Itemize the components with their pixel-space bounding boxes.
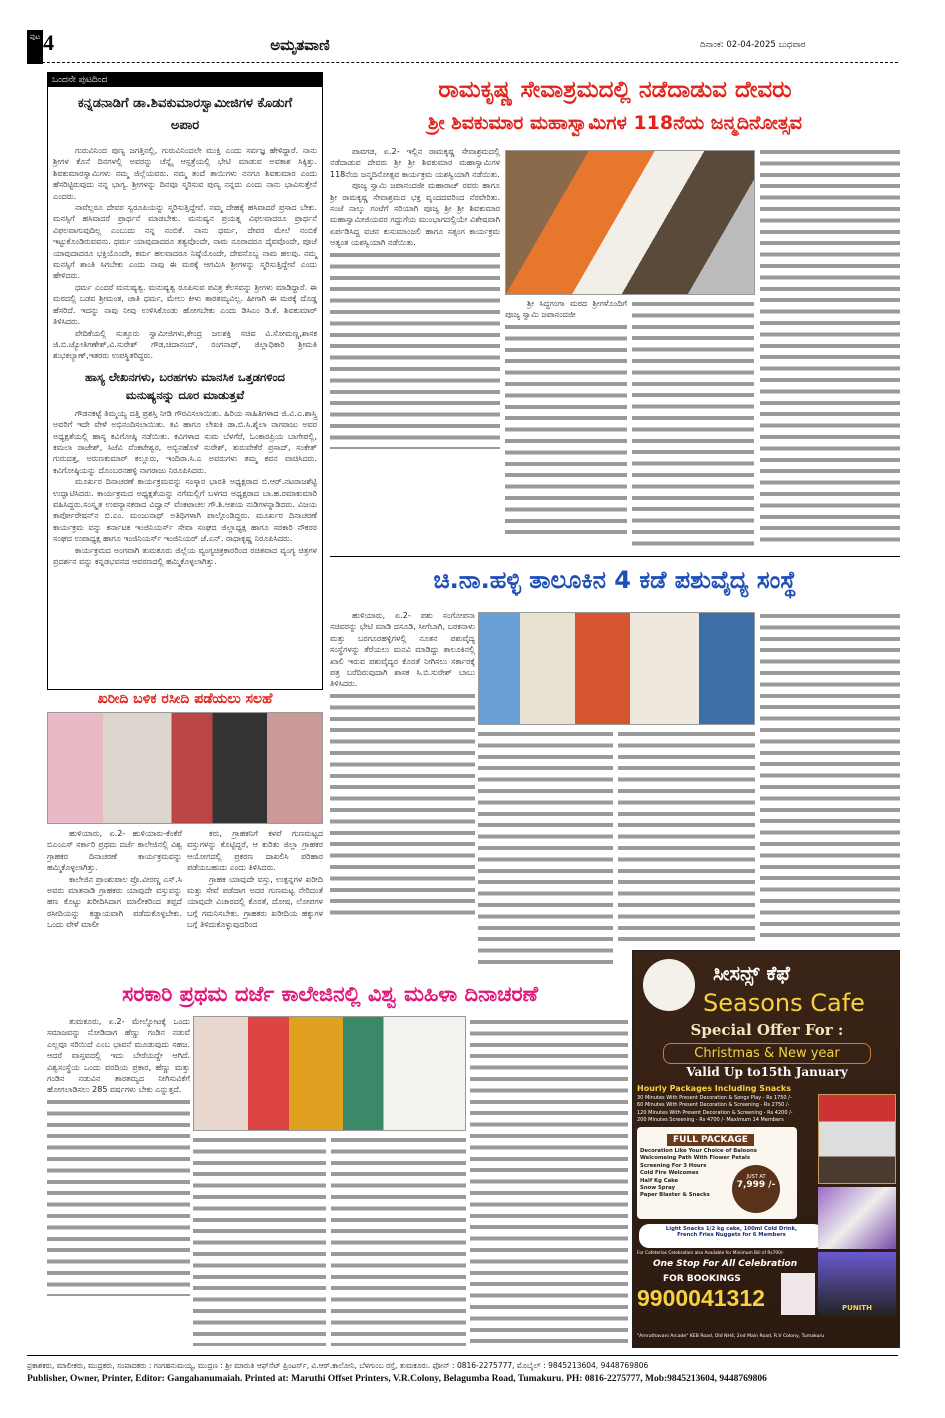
header-divider bbox=[27, 62, 898, 63]
continued-article bbox=[47, 72, 323, 690]
article-subtitle: ಹಾಸ್ಯ ಲೇಖನಗಳು, ಬರಹಗಳು ಮಾನಸಿಕ ಒತ್ತಡಗಳಿಂದ ಮನುಷ್ಯನನ್ನು ದೂರ ಮಾಡುತ್ತವೆ bbox=[85, 369, 285, 402]
qr-code bbox=[781, 1273, 815, 1315]
ramakrishna-headline: ರಾಮಕೃಷ್ಣ ಸೇವಾಶ್ರಮದಲ್ಲಿ ನಡೆದಾಡುವ ದೇವರು bbox=[438, 77, 792, 103]
vet-col-1: ಹುಳಿಯಾರು, ಏ.2- ಪಶು ಸಂಗೋಪನಾ ಸಚಿವರನ್ನು ಭೇಟಿ ಮಾಡಿ ದಸೂಡಿ, ಸೀಗೆಬಾಗಿ, ಬರಕನಾಳು ಮತ್ತು ಬರಗೂರಹಳ್ಳಿಗಳಲ್ಲಿ ನೂತನ ಪಶುವೈದ್ಯ ಸಂಸ್ಥೆಗಳನ್ನು ತೆರೆಯಲು ಮನವಿ ಮಾಡಿದ್ದು ತಾಲೂಕಿನಲ್ಲಿ ಖಾಲಿ ಇರುವ ಪಶುವೈದ್ಯರ ಕೊರತೆ ನೀಗಿಸಲು ಸರ್ಕಾರಕ್ಕೆ ಪತ್ರ ಬರೆದಿರುವುದಾಗಿ ಶಾಸಕ ಸಿ.ಬಿ.ಸುರೇಶ್ ಬಾಬು ತಿಳಿಸಿದರು. bbox=[330, 610, 475, 965]
brand-kannada: ಸೀಸನ್ಸ್ ಕೆಫೆ bbox=[713, 961, 790, 985]
packages-heading: Hourly Packages Including Snacks bbox=[637, 1084, 791, 1093]
punith-photo: PUNITH bbox=[818, 1252, 896, 1316]
college-col-1: ತುಮಕೂರು, ಏ.2- ಮೇಲ್ನೋಟಕ್ಕೆ ಒಂದು ಸಮಾಜವನ್ನು ನೋಡಿದಾಗ ಹೆಣ್ಣು ಗಂಡಿನ ನಡುವೆ ಎಲ್ಲವೂ ಸರಿಯಿದೆ ಎಂಬ ಭಾವನೆ ಮೂಡುವುದು ಸಹಜ. ಆದರೆ ವಾಸ್ತವದಲ್ಲಿ ಇದು ಬೇರೆಯದ್ದೇ ಆಗಿದೆ. ವಿಶ್ವಸಂಸ್ಥೆಯ ಒಂದು ವರದಿಯ ಪ್ರಕಾರ, ಹೆಣ್ಣು ಮತ್ತು ಗಂಡಿನ ನಡುವಿನ ತಾರತಮ್ಯದ ನೀಗಿಸುವಿಕೆಗೆ ಹೋಗಲಾಡಿಸಲು 285 ವರ್ಷಗಳು ಬೇಕು ಎನ್ನುತ್ತದೆ. bbox=[47, 1016, 190, 1346]
vet-inauguration-photo bbox=[478, 612, 755, 725]
college-headline: ಸರಕಾರಿ ಪ್ರಥಮ ದರ್ಜೆ ಕಾಲೇಜಿನಲ್ಲಿ ವಿಶ್ವ ಮಹಿಳಾ ದಿನಾಚರಣೆ bbox=[122, 982, 538, 1006]
college-col-2 bbox=[193, 1134, 326, 1346]
page-number-badge: ಪುಟ 4 bbox=[27, 30, 43, 64]
seasons-cafe-ad bbox=[632, 950, 900, 1348]
ramakrishna-col-3 bbox=[632, 298, 754, 546]
validity: Valid Up to15th January bbox=[686, 1065, 848, 1079]
issue-date: ದಿನಾಂಕ: 02-04-2025 ಬುಧವಾರ bbox=[700, 40, 806, 50]
price-seal: JUST AT 7,999 /- bbox=[732, 1165, 780, 1213]
article-body: ಗುರುವಿನಿಂದ ಪುಣ್ಯ ಜಗತ್ತಿನಲ್ಲಿ, ಗುರುವಿನಿಂದಲೇ ಮುಕ್ತಿ ಎಂದು ಸರ್ವಜ್ಞ ಹೇಳಿದ್ದಾರೆ. ನಾನು ಶ್ರೀಗಳ ಕೊನೆ ದಿನಗಳಲ್ಲಿ ಅವರನ್ನು ಚೆನ್ನೈ ಆಸ್ಪತ್ರೆಯಲ್ಲಿ ಭೇಟಿ ಮಾಡುವ ಅವಕಾಶ ಸಿಕ್ಕಿತ್ತು. ಶಿವಕುಮಾರಸ್ವಾಮಿಗಳು ನಮ್ಮ ಜಿಲ್ಲೆಯವರು. ನಮ್ಮ ತಂದೆ ತಾಯಿಗಳು ನನಗೂ ಶಿವಕುಮಾರ ಎಂದು ಹೆಸರಿಟ್ಟಿರುವುದು ನನ್ನ ಭಾಗ್ಯ. ಶ್ರೀಗಳನ್ನು ದಿನವೂ ಸ್ಮರಿಸುವ ಪುಣ್ಯ ನನ್ನದು ಎಂದು ನಾನು ಭಾವಿಸುತ್ತೇನೆ ಎಂದರು. ನಾವೆಲ್ಲರೂ ದೇವರ ಸ್ವರೂಪಿಯನ್ನು ಸ್ಮರಿಸುತ್ತಿದ್ದೇವೆ. ನಮ್ಮ ದೇಹಕ್ಕೆ ಹಸಿವಾದರೆ ಪ್ರಸಾದ ಬೇಕು. ಮನಸ್ಸಿಗೆ ಹಸಿವಾದರೆ ಪ್ರಾರ್ಥನೆ ಮಾಡಬೇಕು. ಮನುಷ್ಯನ ಪ್ರಯತ್ನ ವಿಫಲವಾದರೂ ಪ್ರಾರ್ಥನೆ ವಿಫಲವಾಗುವುದಿಲ್ಲ ಎಂಬುದು ನನ್ನ ನಂಬಿಕೆ. ನಾನು ಧರ್ಮ, ದೇವರ ಮೇಲೆ ನಂಬಿಕೆ ಇಟ್ಟುಕೊಂಡಿರುವವನು. ಧರ್ಮ ಯಾವುದಾದರೂ ತತ್ವವೊಂದೇ, ನಾಮ ನೂರಾದರೂ ದೈವವೊಂದೇ, ಪೂಜೆ ಯಾವುದಾದರೂ ಭಕ್ತಿಯೊಂದೇ, ಕರ್ಮ ಹಲವಾದರೂ ನಿಷ್ಠೆಯೊಂದೇ, ದೇವನೊಬ್ಬ ನಾಮ ಹಲವು. ನಮ್ಮ ಮನಸ್ಸಿಗೆ ಶಾಂತಿ ಸಿಗಬೇಕು ಎಂದು ನಾವು ಈ ಮಠಕ್ಕೆ ಆಗಮಿಸಿ ಶ್ರೀಗಳನ್ನು ಸ್ಮರಿಸುತ್ತಿದ್ದೇವೆ ಎಂದು ಹೇಳಿದರು. ಧರ್ಮ ಎಂದರೆ ಮನುಷ್ಯತ್ವ. ಮನುಷ್ಯತ್ವ ರೂಪಿಸುವ ಪವಿತ್ರ ಕೆಲಸವನ್ನು ಶ್ರೀಗಳು ಮಾಡಿದ್ದಾರೆ. ಈ ಮಠದಲ್ಲಿ ಬಡವ ಶ್ರೀಮಂತ, ಜಾತಿ ಧರ್ಮ, ಮೇಲು ಕೀಳು ತಾರತಮ್ಯವಿಲ್ಲ. ಹೀಗಾಗಿ ಈ ಮಠಕ್ಕೆ ದೊಡ್ಡ ಹೆಸರಿದೆ. ಇದನ್ನು ನಾವು ನೀವು ಉಳಿಸಿಕೊಂಡು ಹೋಗಬೇಕು ಎಂದು ಡಿಸಿಎಂ ಡಿ.ಕೆ. ಶಿವಕುಮಾರ್ ತಿಳಿಸಿದರು. ವೇದಿಕೆಯಲ್ಲಿ ಸುತ್ತೂರು ಸ್ವಾಮೀಜಿಗಳು,ಕೇಂದ್ರ ಜಲಶಕ್ತಿ ಸಚಿವ ವಿ.ಸೋಮಣ್ಣ,ಶಾಸಕ ಜಿ.ಬಿ.ಜ್ಯೋತಿಗಣೇಶ್,ವಿ.ಸುರೇಶ್ ಗೌಡ,ಚಿದಾನಂದ್, ರಂಗನಾಥ್, ಜಿಲ್ಲಾಧಿಕಾರಿ ಶ್ರೀಮತಿ ಶುಭಕಲ್ಯಾಣ್,ಇತರರು ಉಪಸ್ಥಿತರಿದ್ದರು. bbox=[53, 146, 317, 361]
venue-photo bbox=[818, 1094, 896, 1184]
address: "Amruthavani Arcade" KEB Road, Old NH4, 2nd Main Road, R.V Colony, Tumakuru bbox=[637, 1334, 825, 1339]
offer-heading: Special Offer For : bbox=[690, 1021, 844, 1039]
snacks-offer: Light Snacks 1/2 kg cake, 100ml Cold Drink, French Fries Nuggets for 6 Members bbox=[639, 1224, 824, 1248]
footer-imprint-english: Publisher, Owner, Printer, Editor: Gangahanumaiah. Printed at: Maruthi Offset Printers, V.R.Colony, Belagumba Road, Tumakuru. PH: 0816-2275777, Mob:9845213604, 9448769806 bbox=[27, 1374, 767, 1384]
vet-col-4 bbox=[760, 610, 900, 940]
cafeteria-note: For Cafeterias Celebration also Available for Minimum Bill of Rs700/- bbox=[637, 1251, 784, 1256]
college-col-3 bbox=[331, 1134, 466, 1346]
bookings-label: FOR BOOKINGS bbox=[663, 1274, 741, 1284]
phone-number: 9900041312 bbox=[637, 1285, 765, 1311]
packages-list: 30 Minutes With Present Decoration & Songs Play - Rs 1750 /- 60 Minutes With Present Decoration & Screening - Rs 2750 /- 120 Minutes With Present Decoration & Screening - Rs 4200 /- 200 Minutes Screening - Rs 4700 /- Maximum 14 Members bbox=[637, 1095, 793, 1123]
footer-divider bbox=[27, 1355, 898, 1356]
tagline: One Stop For All Celebration bbox=[653, 1259, 798, 1269]
vet-col-2 bbox=[478, 728, 613, 968]
vet-col-3 bbox=[618, 728, 755, 943]
footer-imprint-kannada: ಪ್ರಕಾಶಕರು, ಮಾಲೀಕರು, ಮುದ್ರಕರು, ಸಂಪಾದಕರು : ಗಂಗಹನುಮಯ್ಯ, ಮುದ್ರಣ : ಶ್ರೀ ಮಾರುತಿ ಆಫ್‌ಸೆಟ್ ಪ್ರಿಂಟರ್ಸ್, ವಿ.ಆರ್.ಕಾಲೋನಿ, ಬೆಳಗುಂಬ ರಸ್ತೆ, ತುಮಕೂರು. ಫೋನ್ : 0816-2275777, ಮೊಬೈಲ್ : 9845213604, 9448769806 bbox=[27, 1361, 649, 1370]
womens-day-photo bbox=[193, 1016, 466, 1131]
full-package-box: FULL PACKAGE Decoration Like Your Choice of Baloons Welcomeing Path With Flower Petals Screening For 3 Hours Cold Fire Welcomes Half Kg Cake Snow Spray Paper Blaster & Snacks JUST AT 7,999 /- bbox=[637, 1127, 797, 1219]
article-title: ಕನ್ನಡನಾಡಿಗೆ ಡಾ.ಶಿವಕುಮಾರಸ್ವಾಮೀಜಿಗಳ ಕೊಡುಗೆ ಅಪಾರ bbox=[77, 96, 293, 133]
masthead: ಅಮೃತವಾಣಿ bbox=[270, 36, 330, 54]
ramakrishna-col-4 bbox=[760, 146, 900, 546]
occasion: Christmas & New year bbox=[663, 1043, 871, 1064]
article-body-2: ಗೌಡನಕಟ್ಟೆ ತಿಮ್ಮಯ್ಯ ದತ್ತಿ ಪ್ರಶಸ್ತಿ ನೀಡಿ ಗೌರವಿಸಲಾಯಿತು. ಹಿರಿಯ ಸಾಹಿತಿಗಳಾದ ಜಿ.ವಿ.ಎ.ಶಾಸ್ತ್ರಿ ಅವರಿಗೆ ಇದೇ ವೇಳೆ ಅಭಿನಂದಿಸಲಾಯಿತು. ಕವಿ ಹಾಗೂ ಲೇಖಕಿ ಡಾ.ಬಿ.ಸಿ.ಶೈಲಾ ನಾಗರಾಜು ಅವರ ಅಧ್ಯಕ್ಷತೆಯಲ್ಲಿ ಹಾಸ್ಯ ಕವಿಗೋಷ್ಠಿ ನಡೆಯಿತು. ಕವಿಗಳಾದ ಸುಮ ಬೆಳಗೆರೆ, ಓಂಕಾರಪ್ರಿಯ ಬಾಗೇಪಲ್ಲಿ, ಕಮಲಾ ರಾಜೇಶ್, ಸಿಜೆವಿ ವೆಂಕಟೇಶ್ವರ, ಅಬ್ಬಿನಹೊಳೆ ಸುರೇಶ್, ತುರುವೇಕೆರೆ ಪ್ರಸಾದ್, ಸಂಕೇತ್ ಗುರುದತ್ತ, ಅರುಣಕುಮಾರ್ ಕಲ್ಲೂರು, ಇಂದಿರಾ.ಸಿ.ಎ ಅವರುಗಳು ತಮ್ಮ ಕವನ ವಾಚಿಸಿದರು. ಕವಿಗೋಷ್ಠಿಯನ್ನು ದೊಂಬರನಹಳ್ಳಿ ನಾಗರಾಜು ನಿರೂಪಿಸಿದರು. ಮೂರ್ಖರ ದಿನಾಚರಣೆ ಕಾರ್ಯಕ್ರಮವನ್ನು ಸಂಸ್ಕಾರ ಭಾರತಿ ಅಧ್ಯಕ್ಷರಾದ ಬಿ.ಆರ್.ನಟರಾಜಶೆಟ್ಟಿ ಉದ್ಘಾಟಿಸಿದರು. ಕಾರ್ಯಕ್ರಮದ ಅಧ್ಯಕ್ಷತೆಯನ್ನು ನಗೆಮಲ್ಲಿಗೆ ಬಳಗದ ಅಧ್ಯಕ್ಷರಾದ ಬಾ.ಹ.ರಮಾಕುಮಾರಿ ವಹಿಸಿದ್ದರು.ಸಂಸ್ಕೃತ ಉಪನ್ಯಾಸಕರಾದ ವಿದ್ವಾನ್ ವೆಂಕಟಾಚಲ ಗೌ.ಶಿ.ಆಶಯ ನುಡಿಗಳನ್ನಾಡಿದರು. ವಿಜಯ ಕಾರ್ಪೋರೇಷನ್‌ನ ಬಿ.ಎಂ. ಮಂಜುನಾಥ್ ಅತಿಥಿಗಳಾಗಿ ಪಾಲ್ಗೊಂಡಿದ್ದರು. ಮೂರ್ಖರ ದಿನಾಚರಣೆ ಕಾರ್ಯಕ್ರಮ ವನ್ನು ಕರ್ನಾಟಕ ಇಂಜಿನಿಯರ್ಸ್ ಸೇವಾ ಸಂಘದ ಜಿಲ್ಲಾಧ್ಯಕ್ಷ ಹಾಗೂ ಸರಕಾರಿ ನೌಕರರ ಸಂಘದ ಉಪಾಧ್ಯಕ್ಷ ಹಾಗೂ ಇಂಜಿನಿಯರ್ಸ್ ಇಂಜಿನಿಯರ್ ಜೆ.ಎನ್. ರಾಧಾಕೃಷ್ಣ ನಿರೂಪಿಸಿದರು. ಕಾರ್ಯಕ್ರಮದ ಅಂಗವಾಗಿ ತುಮಕೂರು ಜಿಲ್ಲೆಯ ವ್ಯಂಗ್ಯಚಿತ್ರಕಾರರಿಂದ ರಚಿತವಾದ ವ್ಯಂಗ್ಯ ಚಿತ್ರಗಳ ಪ್ರದರ್ಶನ ವನ್ನು ಕನ್ನಡಭವನದ ಆವರಣದಲ್ಲಿ ಹಮ್ಮಿಕೊಳ್ಳಲಾಗಿತ್ತು. bbox=[53, 408, 317, 566]
ramakrishna-col-2: ಶ್ರೀ ಸಿದ್ಧಗಂಗಾ ಮಠದ ಶ್ರೀಗಳೊಂದಿಗೆ ಪೂಜ್ಯ ಸ್ವಾಮಿ ಜಪಾನಂದಜೀ bbox=[505, 298, 627, 546]
continued-label: ಒಂದನೇ ಪುಟದಿಂದ bbox=[48, 73, 322, 87]
ramakrishna-col-1: ಪಾವಗಡ, ಏ.2- ಇಲ್ಲಿನ ರಾಮಕೃಷ್ಣ ಸೇವಾಶ್ರಮದಲ್ಲಿ ನಡೆದಾಡುವ ದೇವರು ಶ್ರೀ ಶ್ರೀ ಶಿವಕುಮಾರ ಮಹಾಸ್ವಾಮಿಗಳ 118ನೆಯ ಜನ್ಮದಿನೋತ್ಸವ ಕಾರ್ಯಕ್ರಮ ಯಶಸ್ವಿಯಾಗಿ ನಡೆಯಿತು. ಪೂಜ್ಯ ಸ್ವಾಮಿ ಜಪಾನಂದಜೀ ಮಹಾರಾಜ್ ರವರು ಹಾಗೂ ಶ್ರೀ ರಾಮಕೃಷ್ಣ ಸೇವಾಶ್ರಮದ ಭಕ್ತ ವೃಂದದವರಿಂದ ನೆರವೇರಿತು. ಸಂಜೆ ನಾಲ್ಕು ಗಂಟೆಗೆ ಸರಿಯಾಗಿ ಪೂಜ್ಯ ಶ್ರೀ ಶ್ರೀ ಶಿವಕುಮಾರ ಮಹಾಸ್ವಾಮೀಜಿಯವರ ಗದ್ದುಗೆಯ ಮುಂಭಾಗದಲ್ಲಿಯೇ ವಿಶೇಷವಾಗಿ ಏರ್ಪಡಿಸಿದ್ದ ವಚನ ಕುಸುಮಾಂಜಲಿ ಹಾಗೂ ಸತ್ಸಂಗ ಕಾರ್ಯಕ್ರಮ ಅತ್ಯಂತ ಯಶಸ್ವಿಯಾಗಿ ನಡೆಯಿತು. bbox=[330, 146, 500, 546]
college-col-4 bbox=[470, 1016, 628, 1346]
receipt-col-2: ಕರು, ಗ್ರಾಹಕನಿಗೆ ಕಳಪೆ ಗುಣಮಟ್ಟದ ವಸ್ತುಗಳನ್ನು ಕೊಟ್ಟಿದ್ದರೆ, ಆ ಕುರಿತು ಜಿಲ್ಲಾ ಗ್ರಾಹಕರ ಆಯೋಗದಲ್ಲಿ ಪ್ರಕರಣ ದಾಖಲಿಸಿ ಪರಿಹಾರ ಪಡೆಯಬಹುದು ಎಂದು ತಿಳಿಸಿದರು. ಗ್ರಾಹಕ ಯಾವುದೇ ವಸ್ತು, ಉತ್ಪನ್ನಗಳ ಖರೀದಿ ಮತ್ತು ಸೇವೆ ಪಡೆದಾಗ ಅದರ ಗುಣಮಟ್ಟ ನೇರಿದಂತೆ ಯಾವುದೇ ವಿಚಾರದಲ್ಲಿ ಕೊರತೆ, ದೋಷ, ಲೋಪಗಳ ಬಗ್ಗೆ ಗಮನಿಸಬೇಕು. ಗ್ರಾಹಕರು ಖರೀದಿಯ ಹಕ್ಕುಗಳ ಬಗ್ಗೆ ತಿಳಿದುಕೊಳ್ಳುವುದರಿಂದ bbox=[187, 829, 323, 930]
brand-name: Seasons Cafe bbox=[703, 989, 865, 1017]
vet-headline: ಚಿ.ನಾ.ಹಳ್ಳಿ ತಾಲೂಕಿನ 4 ಕಡೆ ಪಶುವೈದ್ಯ ಸಂಸ್ಥೆ bbox=[330, 556, 900, 603]
cafe-logo bbox=[643, 959, 695, 1011]
ceremony-photo bbox=[505, 150, 755, 295]
ramakrishna-subheadline: ಶ್ರೀ ಶಿವಕುಮಾರ ಮಹಾಸ್ವಾಮಿಗಳ 118ನೆಯ ಜನ್ಮದಿನೋತ್ಸವ bbox=[427, 112, 803, 134]
consumer-day-photo bbox=[47, 712, 323, 824]
balloon-arch-photo bbox=[818, 1187, 896, 1249]
receipt-article-title: ಖರೀದಿ ಬಳಿಕ ರಸೀದಿ ಪಡೆಯಲು ಸಲಹೆ bbox=[97, 691, 273, 707]
receipt-col-1: ಹುಳಿಯಾರು, ಏ.2- ಹುಳಿಯಾರು-ಕೆಂಕೆರೆ ಬಿಎಂಎಸ್ ಸರ್ಕಾರಿ ಪ್ರಥಮ ದರ್ಜೆ ಕಾಲೇಜಿನಲ್ಲಿ ವಿಶ್ವ ಗ್ರಾಹಕರ ದಿನಾಚರಣೆ ಕಾರ್ಯಕ್ರಮವನ್ನು ಹಮ್ಮಿಕೊಳ್ಳಲಾಗಿತ್ತು. ಕಾಲೇಜಿನ ಪ್ರಾಂಶುಪಾಲ ಪ್ರೊ.ವೀರಣ್ಣ ಎಸ್.ಸಿ ಅವರು ಮಾತನಾಡಿ ಗ್ರಾಹಕರು ಯಾವುದೇ ವಸ್ತುವನ್ನು ಹಣ ಕೊಟ್ಟು ಖರೀದಿಸಿದಾಗ ಮಾಲೀಕರಿಂದ ತಪ್ಪದೆ ರಸೀದಿಯನ್ನು ಕಡ್ಡಾಯವಾಗಿ ಪಡೆದುಕೊಳ್ಳಬೇಕು. ಒಂದು ವೇಳೆ ಮಾಲೀ bbox=[47, 829, 182, 930]
